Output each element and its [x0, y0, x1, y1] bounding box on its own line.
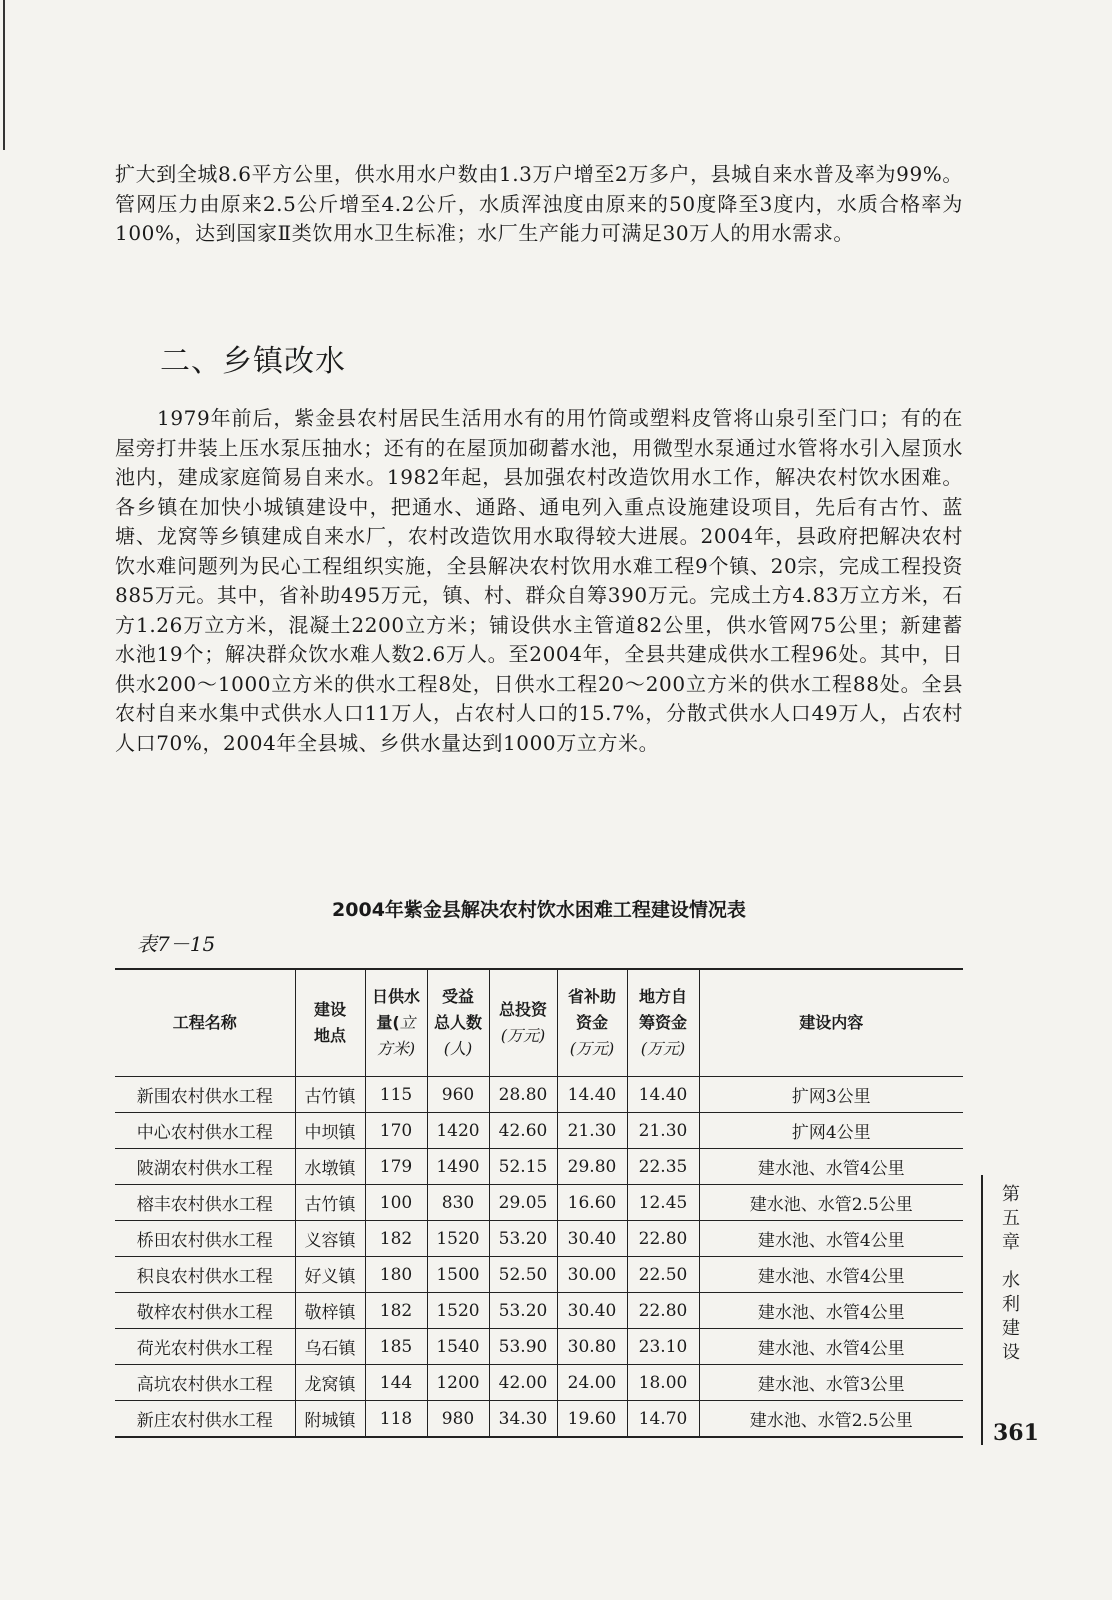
table-row — [115, 1149, 963, 1185]
cell-name: 荷光农村供水工程 — [115, 1329, 295, 1365]
cell-local: 18.00 — [627, 1365, 699, 1401]
cell-provincial: 30.40 — [557, 1293, 627, 1329]
cell-content: 建水池、水管2.5公里 — [699, 1185, 963, 1221]
cell-provincial: 24.00 — [557, 1365, 627, 1401]
cell-name: 新庄农村供水工程 — [115, 1401, 295, 1438]
cell-content: 扩网4公里 — [699, 1113, 963, 1149]
header-local-funding: 地方自 筹资金 (万元) — [627, 969, 699, 1077]
sidebar-rule — [981, 1175, 983, 1445]
cell-population: 960 — [427, 1077, 489, 1113]
cell-content: 扩网3公里 — [699, 1077, 963, 1113]
paragraph-urban-water: 扩大到全城8.6平方公里，供水用水户数由1.3万户增至2万多户，县城自来水普及率为99%。管网压力由原来2.5公斤增至4.2公斤，水质浑浊度由原来的50度降至3度内，水质合格率为100%，达到国家Ⅱ类饮用水卫生标准；水厂生产能力可满足30万人的用水需求。 — [115, 162, 963, 245]
cell-local: 21.30 — [627, 1113, 699, 1149]
cell-name: 高坑农村供水工程 — [115, 1365, 295, 1401]
cell-daily: 182 — [365, 1221, 427, 1257]
cell-daily: 185 — [365, 1329, 427, 1365]
table-number: 表7－15 — [137, 932, 216, 956]
cell-location: 龙窝镇 — [295, 1365, 365, 1401]
cell-location: 敬梓镇 — [295, 1293, 365, 1329]
cell-population: 980 — [427, 1401, 489, 1438]
cell-population: 1500 — [427, 1257, 489, 1293]
cell-content: 建水池、水管4公里 — [699, 1149, 963, 1185]
cell-investment: 42.60 — [489, 1113, 557, 1149]
cell-provincial: 21.30 — [557, 1113, 627, 1149]
cell-population: 830 — [427, 1185, 489, 1221]
table-row — [115, 1401, 963, 1438]
cell-investment: 29.05 — [489, 1185, 557, 1221]
table-row — [115, 1185, 963, 1221]
cell-daily: 118 — [365, 1401, 427, 1438]
cell-population: 1520 — [427, 1221, 489, 1257]
table-row — [115, 1221, 963, 1257]
table-row — [115, 1257, 963, 1293]
cell-investment: 52.50 — [489, 1257, 557, 1293]
page-number: 361 — [993, 1420, 1039, 1446]
paragraph-rural-water: 1979年前后，紫金县农村居民生活用水有的用竹筒或塑料皮管将山泉引至门口；有的在屋旁打井装上压水泵压抽水；还有的在屋顶加砌蓄水池，用微型水泵通过水管将水引入屋顶水池内，建成家庭简易自来水。1982年起，县加强农村改造饮用水工作，解决农村饮水困难。各乡镇在加快小城镇建设中，把通水、通路、通电列入重点设施建设项目，先后有古竹、蓝塘、龙窝等乡镇建成自来水厂，农村改造饮用水取得较大进展。2004年，县政府把解决农村饮水难问题列为民心工程组织实施，全县解决农村饮用水难工程9个镇、20宗，完成工程投资885万元。其中，省补助495万元，镇、村、群众自筹390万元。完成土方4.83万立方米，石方1.26万立方米，混凝土2200立方米；铺设供水主管道82公里，供水管网75公里；新建蓄水池19个；解决群众饮水难人数2.6万人。至2004年，全县共建成供水工程96处。其中，日供水200～1000立方米的供水工程8处，日供水工程20～200立方米的供水工程88处。全县农村自来水集中式供水人口11万人，占农村人口的15.7%，分散式供水人口49万人，占农村人口70%，2004年全县城、乡供水量达到1000万立方米。 — [115, 406, 963, 755]
cell-daily: 144 — [365, 1365, 427, 1401]
water-projects-table — [115, 968, 963, 1438]
table-row — [115, 1365, 963, 1401]
cell-population: 1540 — [427, 1329, 489, 1365]
cell-name: 陂湖农村供水工程 — [115, 1149, 295, 1185]
header-project-name: 工程名称 — [115, 969, 295, 1077]
cell-location: 中坝镇 — [295, 1113, 365, 1149]
cell-local: 22.50 — [627, 1257, 699, 1293]
cell-provincial: 16.60 — [557, 1185, 627, 1221]
cell-local: 14.70 — [627, 1401, 699, 1438]
cell-name: 榕丰农村供水工程 — [115, 1185, 295, 1221]
cell-local: 22.80 — [627, 1293, 699, 1329]
cell-local: 22.80 — [627, 1221, 699, 1257]
header-provincial-subsidy: 省补助 资金 (万元) — [557, 969, 627, 1077]
header-beneficiaries: 受益 总人数 (人) — [427, 969, 489, 1077]
cell-provincial: 30.00 — [557, 1257, 627, 1293]
cell-daily: 100 — [365, 1185, 427, 1221]
header-daily-supply: 日供水 量(立 方米) — [365, 969, 427, 1077]
table-row — [115, 1293, 963, 1329]
cell-local: 12.45 — [627, 1185, 699, 1221]
cell-investment: 34.30 — [489, 1401, 557, 1438]
cell-provincial: 30.40 — [557, 1221, 627, 1257]
cell-daily: 180 — [365, 1257, 427, 1293]
cell-content: 建水池、水管4公里 — [699, 1257, 963, 1293]
table-row — [115, 1077, 963, 1113]
cell-content: 建水池、水管2.5公里 — [699, 1401, 963, 1438]
cell-local: 14.40 — [627, 1077, 699, 1113]
cell-provincial: 29.80 — [557, 1149, 627, 1185]
cell-daily: 182 — [365, 1293, 427, 1329]
cell-investment: 53.20 — [489, 1293, 557, 1329]
cell-investment: 52.15 — [489, 1149, 557, 1185]
cell-provincial: 30.80 — [557, 1329, 627, 1365]
cell-name: 敬梓农村供水工程 — [115, 1293, 295, 1329]
cell-location: 附城镇 — [295, 1401, 365, 1438]
header-construction-content: 建设内容 — [699, 969, 963, 1077]
section-heading: 二、乡镇改水 — [160, 344, 346, 379]
cell-content: 建水池、水管4公里 — [699, 1221, 963, 1257]
cell-name: 桥田农村供水工程 — [115, 1221, 295, 1257]
cell-location: 乌石镇 — [295, 1329, 365, 1365]
cell-local: 22.35 — [627, 1149, 699, 1185]
cell-location: 古竹镇 — [295, 1077, 365, 1113]
cell-investment: 42.00 — [489, 1365, 557, 1401]
table-row — [115, 1113, 963, 1149]
cell-location: 好义镇 — [295, 1257, 365, 1293]
cell-investment: 53.20 — [489, 1221, 557, 1257]
cell-content: 建水池、水管4公里 — [699, 1293, 963, 1329]
cell-population: 1520 — [427, 1293, 489, 1329]
cell-content: 建水池、水管4公里 — [699, 1329, 963, 1365]
cell-population: 1200 — [427, 1365, 489, 1401]
cell-location: 古竹镇 — [295, 1185, 365, 1221]
cell-investment: 28.80 — [489, 1077, 557, 1113]
cell-provincial: 14.40 — [557, 1077, 627, 1113]
table-header-row — [115, 969, 963, 1077]
chapter-label: 第 五 章 水 利 建 设 — [1002, 1184, 1020, 1363]
cell-provincial: 19.60 — [557, 1401, 627, 1438]
cell-content: 建水池、水管3公里 — [699, 1365, 963, 1401]
cell-investment: 53.90 — [489, 1329, 557, 1365]
binding-edge-line — [3, 0, 5, 150]
header-location: 建设 地点 — [295, 969, 365, 1077]
cell-daily: 115 — [365, 1077, 427, 1113]
cell-daily: 170 — [365, 1113, 427, 1149]
cell-location: 水墩镇 — [295, 1149, 365, 1185]
cell-local: 23.10 — [627, 1329, 699, 1365]
cell-location: 义容镇 — [295, 1221, 365, 1257]
table-title: 2004年紫金县解决农村饮水困难工程建设情况表 — [332, 899, 746, 921]
header-total-investment: 总投资 (万元) — [489, 969, 557, 1077]
cell-name: 中心农村供水工程 — [115, 1113, 295, 1149]
cell-daily: 179 — [365, 1149, 427, 1185]
cell-name: 积良农村供水工程 — [115, 1257, 295, 1293]
cell-name: 新围农村供水工程 — [115, 1077, 295, 1113]
cell-population: 1420 — [427, 1113, 489, 1149]
cell-population: 1490 — [427, 1149, 489, 1185]
table-row — [115, 1329, 963, 1365]
